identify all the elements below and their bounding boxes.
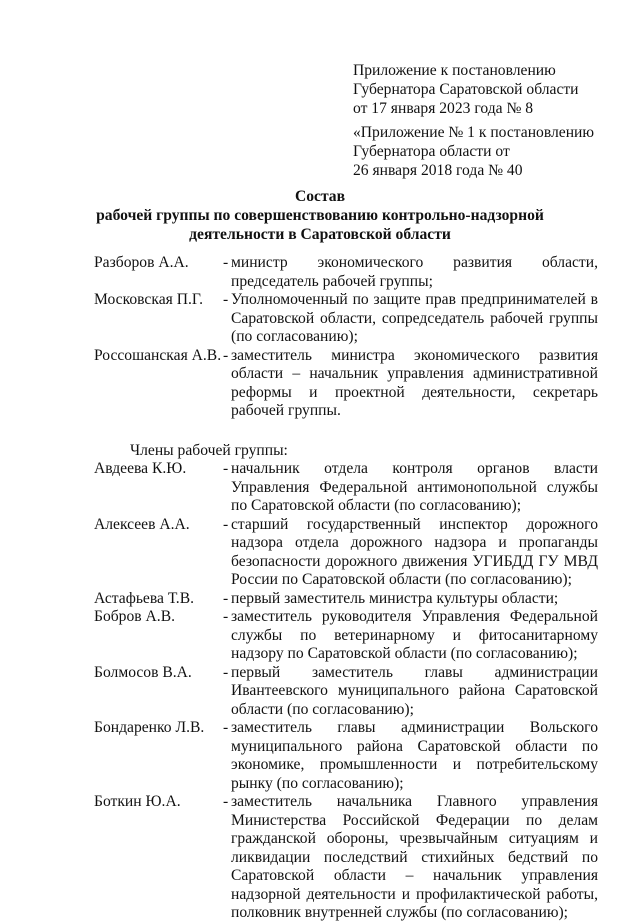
member-entry — [94, 664, 598, 720]
person-position: заместитель начальника Главного управления Министерства Российской Федерации по делам гражданской обороны, чрезвычайным ситуациям и ликвидации последствий стихийных бедствий по Саратовской области – начальник управления надзорной деятельности и профилактической работы, полковник внутренней службы (по согласованию); — [231, 793, 598, 921]
member-entry — [94, 608, 598, 664]
person-position: заместитель руководителя Управления Федеральной службы по ветеринарному и фитосанитарному надзору по Саратовской области (по согласованию); — [231, 608, 598, 662]
person-name: Разборов А.А. — [94, 254, 189, 271]
appendix-line: от 17 января 2023 года № 8 — [353, 100, 534, 117]
member-entry — [94, 793, 598, 923]
title-line: рабочей группы по совершенствованию контрольно-надзорной — [96, 207, 544, 224]
person-position: министр экономического развития области, председатель рабочей группы; — [231, 254, 598, 290]
member-entry — [94, 719, 598, 793]
person-position: старший государственный инспектор дорожного надзора отдела дорожного надзора и пропаганды безопасности дорожного движения УГИБДД ГУ МВД России по Саратовской области (по согласованию); — [231, 515, 598, 588]
original-appendix-line: 26 января 2018 года № 40 — [353, 162, 523, 179]
leader-entry — [94, 347, 598, 421]
person-position: заместитель главы администрации Вольского муниципального района Саратовской области по экономике, промышленности и потребительскому рынку (по согласованию); — [231, 719, 598, 792]
person-name: Бобров А.В. — [94, 608, 175, 625]
leader-entry — [94, 254, 598, 291]
dash-separator: - — [223, 663, 229, 681]
person-position: заместитель министра экономического развития области – начальник управления административной реформы и проектной деятельности, секретарь рабочей группы. — [231, 346, 598, 419]
document-title — [0, 187, 640, 244]
person-position: первый заместитель главы администрации Ивантеевского муниципального района Саратовской области (по согласованию); — [231, 663, 598, 718]
person-name: Россошанская А.В. — [94, 346, 222, 364]
appendix-line: Приложение к постановлению — [353, 62, 556, 79]
dash-separator: - — [223, 254, 229, 271]
person-position: первый заместитель министра культуры области; — [231, 589, 559, 607]
person-name: Боткин Ю.А. — [94, 793, 181, 810]
member-entry — [94, 460, 598, 516]
dash-separator: - — [223, 589, 229, 607]
person-position: начальник отдела контроля органов власти Управления Федеральной антимонопольной службы по Саратовской области (по согласованию); — [231, 460, 598, 514]
dash-separator: - — [223, 793, 229, 810]
group-composition-list — [94, 254, 598, 923]
leader-entry — [94, 291, 598, 347]
member-entry — [94, 590, 598, 609]
person-name: Болмосов В.А. — [94, 663, 192, 681]
member-entry — [94, 516, 598, 590]
dash-separator: - — [223, 719, 229, 736]
original-appendix-line: «Приложение № 1 к постановлению — [353, 124, 595, 141]
person-position: Уполномоченный по защите прав предпринимателей в Саратовской области, сопредседатель рабочей группы (по согласованию); — [231, 291, 598, 345]
person-name: Алексеев А.А. — [94, 515, 190, 533]
original-appendix-header — [353, 123, 594, 180]
person-name: Астафьева Т.В. — [94, 589, 194, 607]
person-name: Бондаренко Л.В. — [94, 719, 205, 736]
original-appendix-line: Губернатора области от — [353, 143, 510, 160]
dash-separator: - — [223, 515, 229, 533]
dash-separator: - — [223, 460, 229, 477]
appendix-line: Губернатора Саратовской области — [353, 81, 579, 98]
title-line: Состав — [294, 188, 346, 205]
title-line: деятельности в Саратовской области — [189, 226, 451, 243]
appendix-header — [353, 61, 579, 118]
person-name: Московская П.Г. — [94, 291, 204, 308]
dash-separator: - — [223, 608, 229, 625]
dash-separator: - — [223, 291, 229, 308]
dash-separator: - — [223, 346, 229, 364]
person-name: Авдеева К.Ю. — [94, 460, 187, 477]
members-heading: Члены рабочей группы: — [130, 441, 288, 459]
